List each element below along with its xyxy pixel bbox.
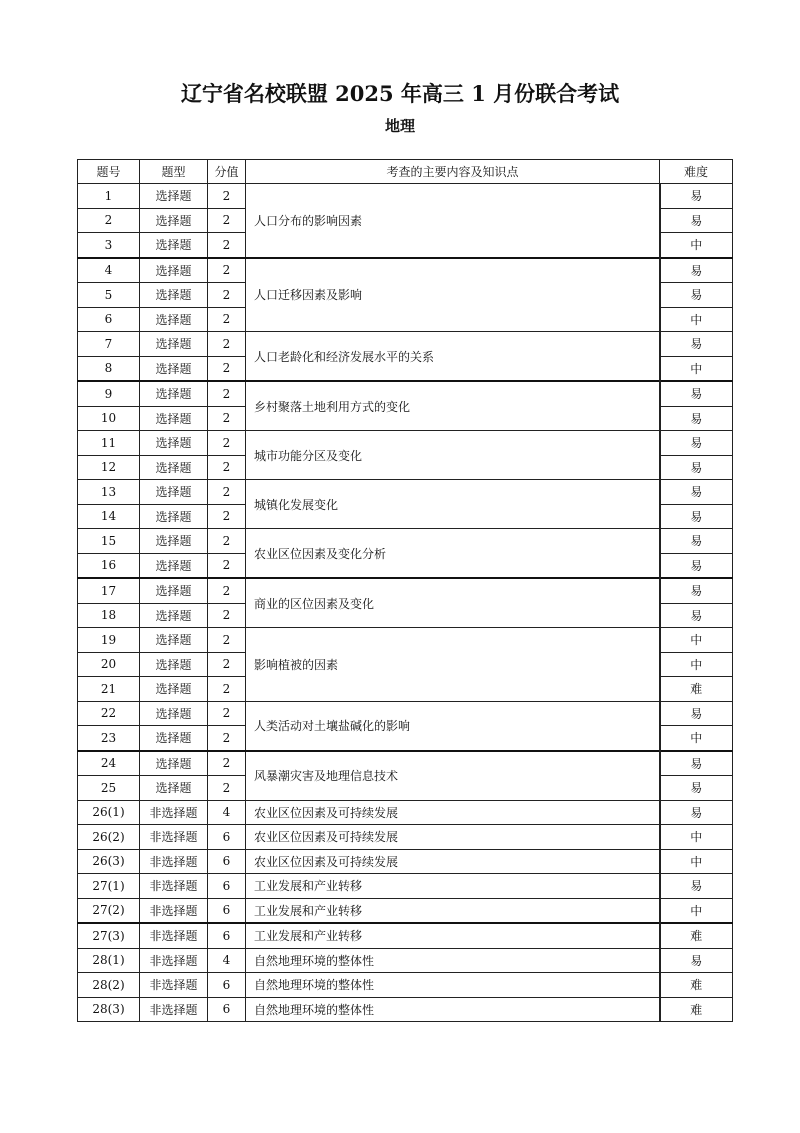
score-cell: 2 — [208, 307, 246, 332]
difficulty-cell: 易 — [660, 776, 733, 801]
question-number-cell: 28(2) — [78, 973, 140, 998]
table-row — [78, 997, 733, 1022]
difficulty-cell: 难 — [660, 997, 733, 1022]
topic-cell: 农业区位因素及可持续发展 — [246, 800, 660, 825]
difficulty-cell: 难 — [660, 923, 733, 948]
question-type-cell: 选择题 — [140, 578, 208, 603]
question-number-cell: 10 — [78, 406, 140, 431]
difficulty-cell: 易 — [660, 184, 733, 209]
topic-cell: 人口迁移因素及影响 — [246, 258, 660, 332]
topic-cell: 农业区位因素及可持续发展 — [246, 849, 660, 874]
question-number-cell: 16 — [78, 553, 140, 578]
table-row — [78, 849, 733, 874]
question-type-cell: 非选择题 — [140, 825, 208, 850]
question-number-cell: 5 — [78, 283, 140, 308]
score-cell: 2 — [208, 480, 246, 505]
score-cell: 2 — [208, 652, 246, 677]
score-cell: 4 — [208, 948, 246, 973]
question-number-cell: 18 — [78, 603, 140, 628]
question-number-cell: 3 — [78, 233, 140, 258]
score-cell: 6 — [208, 825, 246, 850]
table-body — [78, 184, 733, 1022]
topic-cell: 城市功能分区及变化 — [246, 431, 660, 480]
score-cell: 2 — [208, 184, 246, 209]
table-row — [78, 973, 733, 998]
question-type-cell: 选择题 — [140, 208, 208, 233]
difficulty-cell: 难 — [660, 973, 733, 998]
difficulty-cell: 中 — [660, 849, 733, 874]
difficulty-cell: 易 — [660, 948, 733, 973]
table-row — [78, 948, 733, 973]
question-type-cell: 选择题 — [140, 184, 208, 209]
difficulty-cell: 易 — [660, 553, 733, 578]
question-number-cell: 25 — [78, 776, 140, 801]
table-row — [78, 381, 733, 406]
difficulty-cell: 易 — [660, 455, 733, 480]
table-row — [78, 258, 733, 283]
table-row — [78, 332, 733, 357]
question-type-cell: 选择题 — [140, 356, 208, 381]
difficulty-cell: 易 — [660, 332, 733, 357]
score-cell: 2 — [208, 751, 246, 776]
difficulty-cell: 中 — [660, 726, 733, 751]
score-cell: 6 — [208, 849, 246, 874]
topic-cell: 影响植被的因素 — [246, 628, 660, 702]
question-type-cell: 选择题 — [140, 406, 208, 431]
difficulty-cell: 中 — [660, 628, 733, 653]
question-type-cell: 选择题 — [140, 628, 208, 653]
score-cell: 2 — [208, 208, 246, 233]
question-number-cell: 17 — [78, 578, 140, 603]
question-number-cell: 26(3) — [78, 849, 140, 874]
difficulty-cell: 易 — [660, 874, 733, 899]
question-number-cell: 13 — [78, 480, 140, 505]
difficulty-cell: 易 — [660, 603, 733, 628]
question-number-cell: 19 — [78, 628, 140, 653]
score-cell: 6 — [208, 874, 246, 899]
question-type-cell: 选择题 — [140, 381, 208, 406]
question-type-cell: 非选择题 — [140, 948, 208, 973]
question-number-cell: 2 — [78, 208, 140, 233]
question-number-cell: 28(1) — [78, 948, 140, 973]
topic-cell: 农业区位因素及可持续发展 — [246, 825, 660, 850]
score-cell: 2 — [208, 283, 246, 308]
question-number-cell: 24 — [78, 751, 140, 776]
column-header-topic: 考查的主要内容及知识点 — [246, 160, 660, 184]
score-cell: 2 — [208, 406, 246, 431]
table-row — [78, 923, 733, 948]
topic-cell: 乡村聚落土地利用方式的变化 — [246, 381, 660, 431]
score-cell: 2 — [208, 677, 246, 702]
score-cell: 2 — [208, 553, 246, 578]
question-number-cell: 28(3) — [78, 997, 140, 1022]
score-cell: 2 — [208, 455, 246, 480]
question-number-cell: 11 — [78, 431, 140, 456]
question-number-cell: 20 — [78, 652, 140, 677]
difficulty-cell: 易 — [660, 504, 733, 529]
question-number-cell: 21 — [78, 677, 140, 702]
column-header-type: 题型 — [140, 160, 208, 184]
question-type-cell: 选择题 — [140, 283, 208, 308]
score-cell: 2 — [208, 701, 246, 726]
difficulty-cell: 易 — [660, 258, 733, 283]
score-cell: 2 — [208, 504, 246, 529]
question-type-cell: 非选择题 — [140, 973, 208, 998]
question-type-cell: 非选择题 — [140, 898, 208, 923]
topic-cell: 农业区位因素及变化分析 — [246, 529, 660, 579]
topic-cell: 人类活动对土壤盐碱化的影响 — [246, 701, 660, 751]
question-number-cell: 27(1) — [78, 874, 140, 899]
question-type-cell: 选择题 — [140, 776, 208, 801]
difficulty-cell: 中 — [660, 652, 733, 677]
score-cell: 6 — [208, 898, 246, 923]
topic-cell: 自然地理环境的整体性 — [246, 948, 660, 973]
score-cell: 2 — [208, 381, 246, 406]
question-type-cell: 选择题 — [140, 751, 208, 776]
question-type-cell: 选择题 — [140, 431, 208, 456]
question-number-cell: 12 — [78, 455, 140, 480]
difficulty-cell: 中 — [660, 307, 733, 332]
column-header-number: 题号 — [78, 160, 140, 184]
difficulty-cell: 中 — [660, 356, 733, 381]
question-type-cell: 选择题 — [140, 504, 208, 529]
question-number-cell: 6 — [78, 307, 140, 332]
table-row — [78, 480, 733, 505]
question-type-cell: 选择题 — [140, 258, 208, 283]
difficulty-cell: 易 — [660, 578, 733, 603]
question-type-cell: 选择题 — [140, 553, 208, 578]
table-row — [78, 431, 733, 456]
question-type-cell: 非选择题 — [140, 923, 208, 948]
score-cell: 2 — [208, 628, 246, 653]
question-type-cell: 选择题 — [140, 332, 208, 357]
question-type-cell: 非选择题 — [140, 874, 208, 899]
question-number-cell: 27(3) — [78, 923, 140, 948]
topic-cell: 风暴潮灾害及地理信息技术 — [246, 751, 660, 801]
topic-cell: 人口分布的影响因素 — [246, 184, 660, 258]
difficulty-cell: 易 — [660, 480, 733, 505]
question-type-cell: 选择题 — [140, 455, 208, 480]
question-type-cell: 选择题 — [140, 480, 208, 505]
score-cell: 2 — [208, 431, 246, 456]
question-number-cell: 26(2) — [78, 825, 140, 850]
subject-subtitle: 地理 — [384, 117, 415, 135]
question-number-cell: 15 — [78, 529, 140, 554]
question-type-cell: 非选择题 — [140, 997, 208, 1022]
question-type-cell: 选择题 — [140, 677, 208, 702]
table-row — [78, 800, 733, 825]
score-cell: 4 — [208, 800, 246, 825]
score-cell: 2 — [208, 258, 246, 283]
difficulty-cell: 中 — [660, 233, 733, 258]
score-cell: 2 — [208, 332, 246, 357]
question-number-cell: 1 — [78, 184, 140, 209]
question-type-cell: 非选择题 — [140, 849, 208, 874]
question-type-cell: 选择题 — [140, 307, 208, 332]
page-title: 辽宁省名校联盟 2025 年高三 1 月份联合考试 — [180, 81, 620, 106]
topic-cell: 工业发展和产业转移 — [246, 874, 660, 899]
question-number-cell: 26(1) — [78, 800, 140, 825]
score-cell: 2 — [208, 776, 246, 801]
table-row — [78, 701, 733, 726]
question-number-cell: 8 — [78, 356, 140, 381]
column-header-score: 分值 — [208, 160, 246, 184]
table-row — [78, 751, 733, 776]
difficulty-cell: 易 — [660, 751, 733, 776]
topic-cell: 城镇化发展变化 — [246, 480, 660, 529]
question-number-cell: 22 — [78, 701, 140, 726]
topic-cell: 自然地理环境的整体性 — [246, 973, 660, 998]
topic-cell: 工业发展和产业转移 — [246, 923, 660, 948]
topic-cell: 商业的区位因素及变化 — [246, 578, 660, 628]
score-cell: 2 — [208, 233, 246, 258]
difficulty-cell: 易 — [660, 406, 733, 431]
exam-spec-table — [77, 159, 733, 1022]
score-cell: 6 — [208, 997, 246, 1022]
table-row — [78, 628, 733, 653]
question-type-cell: 选择题 — [140, 603, 208, 628]
difficulty-cell: 易 — [660, 381, 733, 406]
question-type-cell: 非选择题 — [140, 800, 208, 825]
topic-cell: 自然地理环境的整体性 — [246, 997, 660, 1022]
difficulty-cell: 易 — [660, 208, 733, 233]
question-type-cell: 选择题 — [140, 726, 208, 751]
question-number-cell: 7 — [78, 332, 140, 357]
score-cell: 2 — [208, 356, 246, 381]
difficulty-cell: 易 — [660, 800, 733, 825]
topic-cell: 人口老龄化和经济发展水平的关系 — [246, 332, 660, 382]
difficulty-cell: 中 — [660, 825, 733, 850]
question-number-cell: 4 — [78, 258, 140, 283]
table-row — [78, 874, 733, 899]
score-cell: 6 — [208, 923, 246, 948]
question-number-cell: 14 — [78, 504, 140, 529]
topic-cell: 工业发展和产业转移 — [246, 898, 660, 923]
table-row — [78, 184, 733, 209]
question-number-cell: 27(2) — [78, 898, 140, 923]
question-type-cell: 选择题 — [140, 701, 208, 726]
question-number-cell: 23 — [78, 726, 140, 751]
table-header-row — [78, 160, 733, 184]
table-row — [78, 578, 733, 603]
question-type-cell: 选择题 — [140, 529, 208, 554]
difficulty-cell: 易 — [660, 283, 733, 308]
question-type-cell: 选择题 — [140, 233, 208, 258]
difficulty-cell: 难 — [660, 677, 733, 702]
score-cell: 2 — [208, 578, 246, 603]
score-cell: 6 — [208, 973, 246, 998]
difficulty-cell: 易 — [660, 431, 733, 456]
table-row — [78, 898, 733, 923]
score-cell: 2 — [208, 529, 246, 554]
difficulty-cell: 中 — [660, 898, 733, 923]
table-row — [78, 825, 733, 850]
difficulty-cell: 易 — [660, 701, 733, 726]
score-cell: 2 — [208, 726, 246, 751]
column-header-difficulty: 难度 — [660, 160, 733, 184]
question-number-cell: 9 — [78, 381, 140, 406]
difficulty-cell: 易 — [660, 529, 733, 554]
score-cell: 2 — [208, 603, 246, 628]
table-row — [78, 529, 733, 554]
question-type-cell: 选择题 — [140, 652, 208, 677]
